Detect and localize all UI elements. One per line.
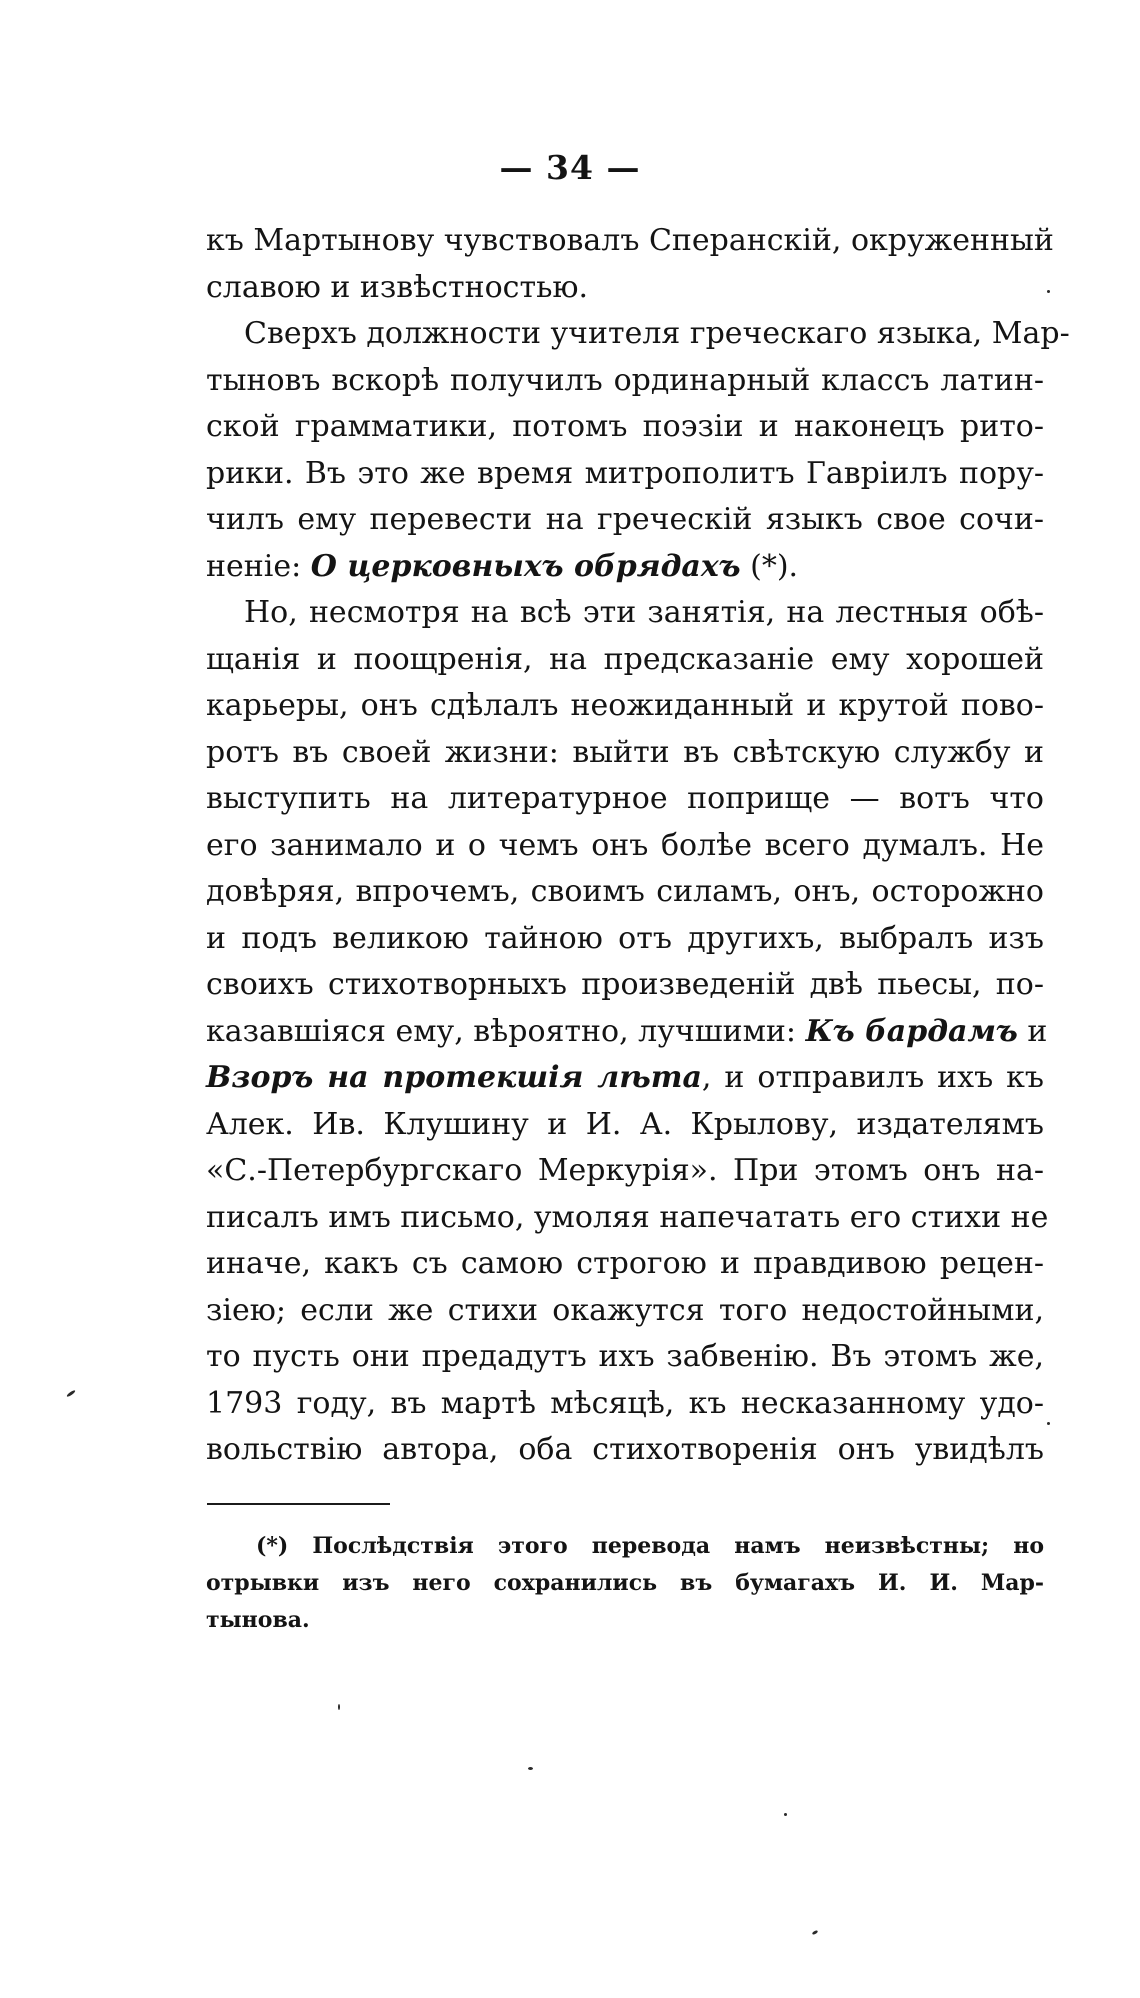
scan-speck <box>784 1813 787 1816</box>
text-line: то пусть они предадутъ ихъ забвенію. Въ этомъ же, <box>206 1339 1044 1374</box>
text-line: Сверхъ должности учителя греческаго языка, Мар- <box>244 316 1070 351</box>
text-line: и подъ великою тайною отъ другихъ, выбралъ изъ <box>206 920 1044 956</box>
text-fragment: казавшіяся ему, вѣроятно, лучшими: <box>206 1013 806 1049</box>
text-line: рики. Въ это же время митрополитъ Гавріилъ пору- <box>206 455 1044 491</box>
scan-speck <box>528 1767 533 1770</box>
text-line <box>206 1055 1044 1102</box>
text-fragment: , и отправилъ ихъ къ <box>701 1060 1044 1095</box>
footnote-line: отрывки изъ него сохранились въ бумагахъ И. И. Мар- <box>206 1570 1044 1596</box>
text-line: вольствію автора, оба стихотворенія онъ увидѣлъ <box>206 1432 1044 1467</box>
scan-speck <box>1047 1422 1050 1425</box>
text-line: къ Мартынову чувствовалъ Сперанскій, окруженный <box>206 223 1054 258</box>
scan-speck <box>1047 290 1050 293</box>
text-line: Алек. Ив. Клушину и И. А. Крылову, издателямъ <box>206 1106 1044 1142</box>
text-line: Но, несмотря на всѣ эти занятія, на лестныя обѣ- <box>244 595 1044 630</box>
text-line: довѣряя, впрочемъ, своимъ силамъ, онъ, осторожно <box>206 874 1044 909</box>
text-line: 1793 году, въ мартѣ мѣсяцѣ, къ несказанному удо- <box>206 1385 1044 1421</box>
text-line: зіею; если же стихи окажутся того недостойными, <box>206 1292 1044 1328</box>
text-line: ротъ въ своей жизни: выйти въ свѣтскую службу и <box>206 734 1044 770</box>
text-line: «С.-Петербургскаго Меркурія». При этомъ онъ на- <box>206 1153 1044 1188</box>
footnote-rule <box>207 1503 390 1505</box>
text-line <box>206 544 1044 591</box>
text-line: щанія и поощренія, на предсказаніе ему хорошей <box>206 641 1044 677</box>
text-line <box>206 1009 1048 1056</box>
text-line: выступить на литературное поприще — вотъ что <box>206 781 1044 816</box>
text-line: тыновъ вскорѣ получилъ ординарный классъ латин- <box>206 362 1044 398</box>
text-line: карьеры, онъ сдѣлалъ неожиданный и крутой пово- <box>206 688 1044 723</box>
scan-speck <box>812 1930 819 1936</box>
scan-speck <box>338 1704 340 1710</box>
body-text <box>206 218 1070 1474</box>
footnote-line: тынова. <box>206 1607 310 1633</box>
text-line: его занимало и о чемъ онъ болѣе всего думалъ. Не <box>206 827 1044 863</box>
text-line: ской грамматики, потомъ поэзіи и наконецъ рито- <box>206 409 1044 444</box>
footnote-line: (*) Послѣдствія этого перевода намъ неизвѣстны; но <box>256 1533 1044 1559</box>
text-line: чилъ ему перевести на греческій языкъ свое сочи- <box>206 502 1044 537</box>
italic-title: Къ бардамъ <box>805 1013 1018 1049</box>
italic-title: О церковныхъ обрядахъ <box>310 548 741 584</box>
footnote-marker: (*). <box>740 548 799 584</box>
text-line: своихъ стихотворныхъ произведеній двѣ пьесы, по- <box>206 967 1044 1002</box>
text-line: славою и извѣстностью. <box>206 269 589 305</box>
text-line: иначе, какъ съ самою строгою и правдивою рецен- <box>206 1246 1044 1281</box>
scan-speck <box>66 1389 76 1397</box>
italic-title: Взоръ на протекшія лѣта <box>206 1060 702 1095</box>
page-number: — 34 — <box>499 148 641 187</box>
footnote <box>206 1528 1044 1639</box>
text-fragment: и <box>1017 1013 1048 1049</box>
text-fragment: неніе: <box>206 548 311 584</box>
text-line: писалъ имъ письмо, умоляя напечатать его стихи не <box>206 1199 1049 1235</box>
